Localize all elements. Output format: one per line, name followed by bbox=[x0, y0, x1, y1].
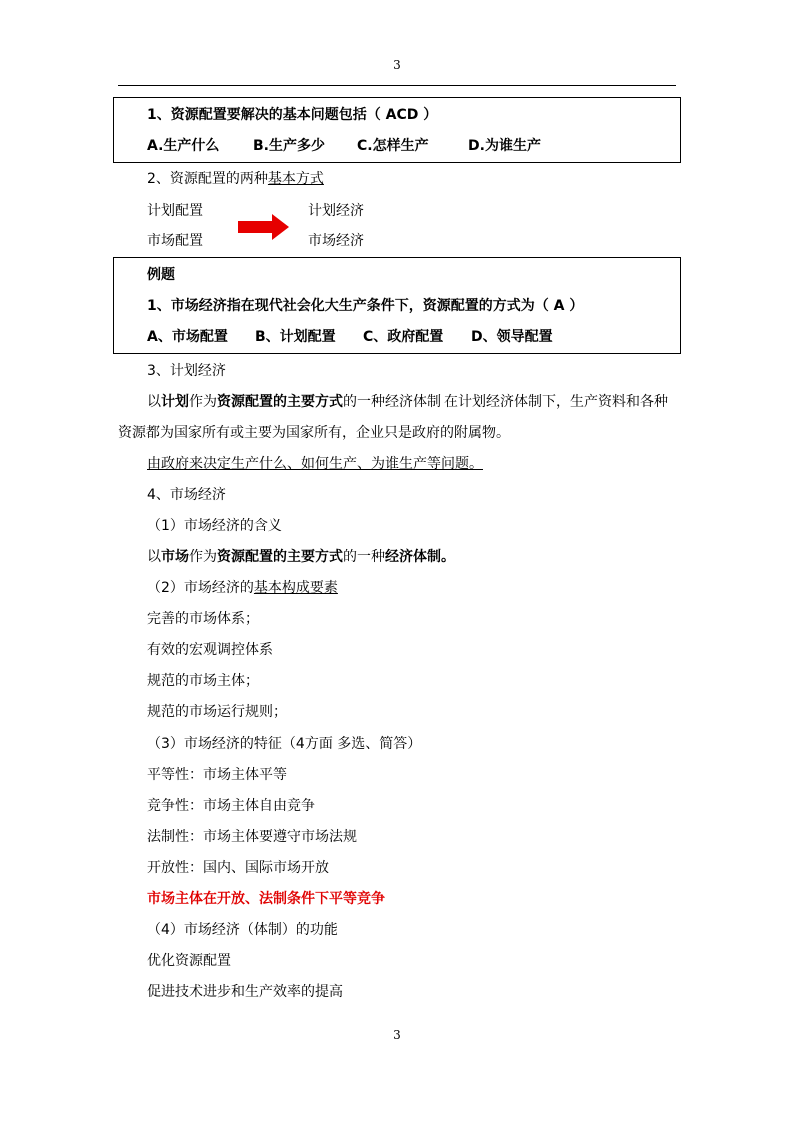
def-part-bold: 资源配置的主要方式 bbox=[217, 394, 343, 410]
market-economy: 市场经济 bbox=[308, 233, 364, 249]
feature-item: 平等性：市场主体平等 bbox=[147, 767, 287, 783]
feature-item: 竞争性：市场主体自由竞争 bbox=[147, 798, 315, 814]
planned-economy-decision: 由政府来决定生产什么、如何生产、为谁生产等问题。 bbox=[147, 456, 483, 472]
element-item: 规范的市场运行规则； bbox=[147, 704, 287, 720]
market-economy-definition bbox=[147, 547, 455, 567]
def-part: 的一种经济体制 bbox=[343, 394, 441, 410]
def-part: 的一种 bbox=[343, 549, 385, 565]
def-part: 以 bbox=[147, 549, 161, 565]
option-c: C.怎样生产 bbox=[357, 138, 429, 154]
section-3-heading: 3、计划经济 bbox=[147, 363, 226, 379]
arrow-right-icon bbox=[238, 214, 290, 240]
def-part: 在计划经济体制下，生产资料和各种 bbox=[444, 394, 668, 410]
def-part: 以 bbox=[147, 394, 161, 410]
def-part-bold: 计划 bbox=[161, 394, 189, 410]
feature-item: 开放性：国内、国际市场开放 bbox=[147, 860, 329, 876]
sub-heading-1: （1）市场经济的含义 bbox=[147, 518, 282, 534]
section-2-heading-prefix: 2、资源配置的两种 bbox=[147, 171, 268, 187]
section-4-heading: 4、市场经济 bbox=[147, 487, 226, 503]
example-title: 例题 bbox=[147, 267, 175, 283]
function-item: 优化资源配置 bbox=[147, 953, 231, 969]
page-number-top: 3 bbox=[393, 58, 401, 72]
function-item: 促进技术进步和生产效率的提高 bbox=[147, 984, 343, 1000]
header-rule bbox=[118, 85, 676, 86]
planned-economy: 计划经济 bbox=[308, 203, 364, 219]
def-part-bold: 市场 bbox=[161, 549, 189, 565]
feature-item: 法制性：市场主体要遵守市场法规 bbox=[147, 829, 357, 845]
sub-heading-2-prefix: （2）市场经济的 bbox=[147, 580, 254, 596]
example-option-a: A、市场配置 bbox=[147, 329, 228, 345]
def-part-bold: 经济体制。 bbox=[385, 549, 455, 565]
feature-summary: 市场主体在开放、法制条件下平等竞争 bbox=[147, 891, 385, 907]
planned-economy-definition-line-2: 资源都为国家所有或主要为国家所有，企业只是政府的附属物。 bbox=[118, 425, 510, 441]
def-part-bold: 资源配置的主要方式 bbox=[217, 549, 343, 565]
sub-heading-2-underlined: 基本构成要素 bbox=[253, 580, 338, 596]
question-1-text: 1、资源配置要解决的基本问题包括（ ACD ） bbox=[147, 107, 438, 123]
example-option-b: B、计划配置 bbox=[255, 329, 336, 345]
def-part: 作为 bbox=[189, 549, 217, 565]
def-part: 作为 bbox=[189, 394, 217, 410]
element-item: 有效的宏观调控体系 bbox=[147, 642, 273, 658]
planned-allocation: 计划配置 bbox=[147, 203, 203, 219]
page-number-bottom: 3 bbox=[393, 1028, 401, 1042]
sub-heading-2 bbox=[147, 578, 338, 598]
market-allocation: 市场配置 bbox=[147, 233, 203, 249]
element-item: 规范的市场主体； bbox=[147, 673, 259, 689]
sub-heading-4: （4）市场经济（体制）的功能 bbox=[147, 922, 338, 938]
sub-heading-3: （3）市场经济的特征（4方面 多选、简答） bbox=[147, 736, 422, 752]
option-d: D.为谁生产 bbox=[468, 138, 541, 154]
option-b: B.生产多少 bbox=[253, 138, 325, 154]
element-item: 完善的市场体系； bbox=[147, 611, 259, 627]
section-2-heading bbox=[147, 169, 324, 189]
example-question: 1、市场经济指在现代社会化大生产条件下，资源配置的方式为（ A ） bbox=[147, 298, 584, 314]
example-option-d: D、领导配置 bbox=[471, 329, 553, 345]
option-a: A.生产什么 bbox=[147, 138, 220, 154]
section-2-heading-underlined: 基本方式 bbox=[267, 171, 324, 187]
planned-economy-definition-line-1 bbox=[147, 392, 668, 412]
example-option-c: C、政府配置 bbox=[363, 329, 444, 345]
